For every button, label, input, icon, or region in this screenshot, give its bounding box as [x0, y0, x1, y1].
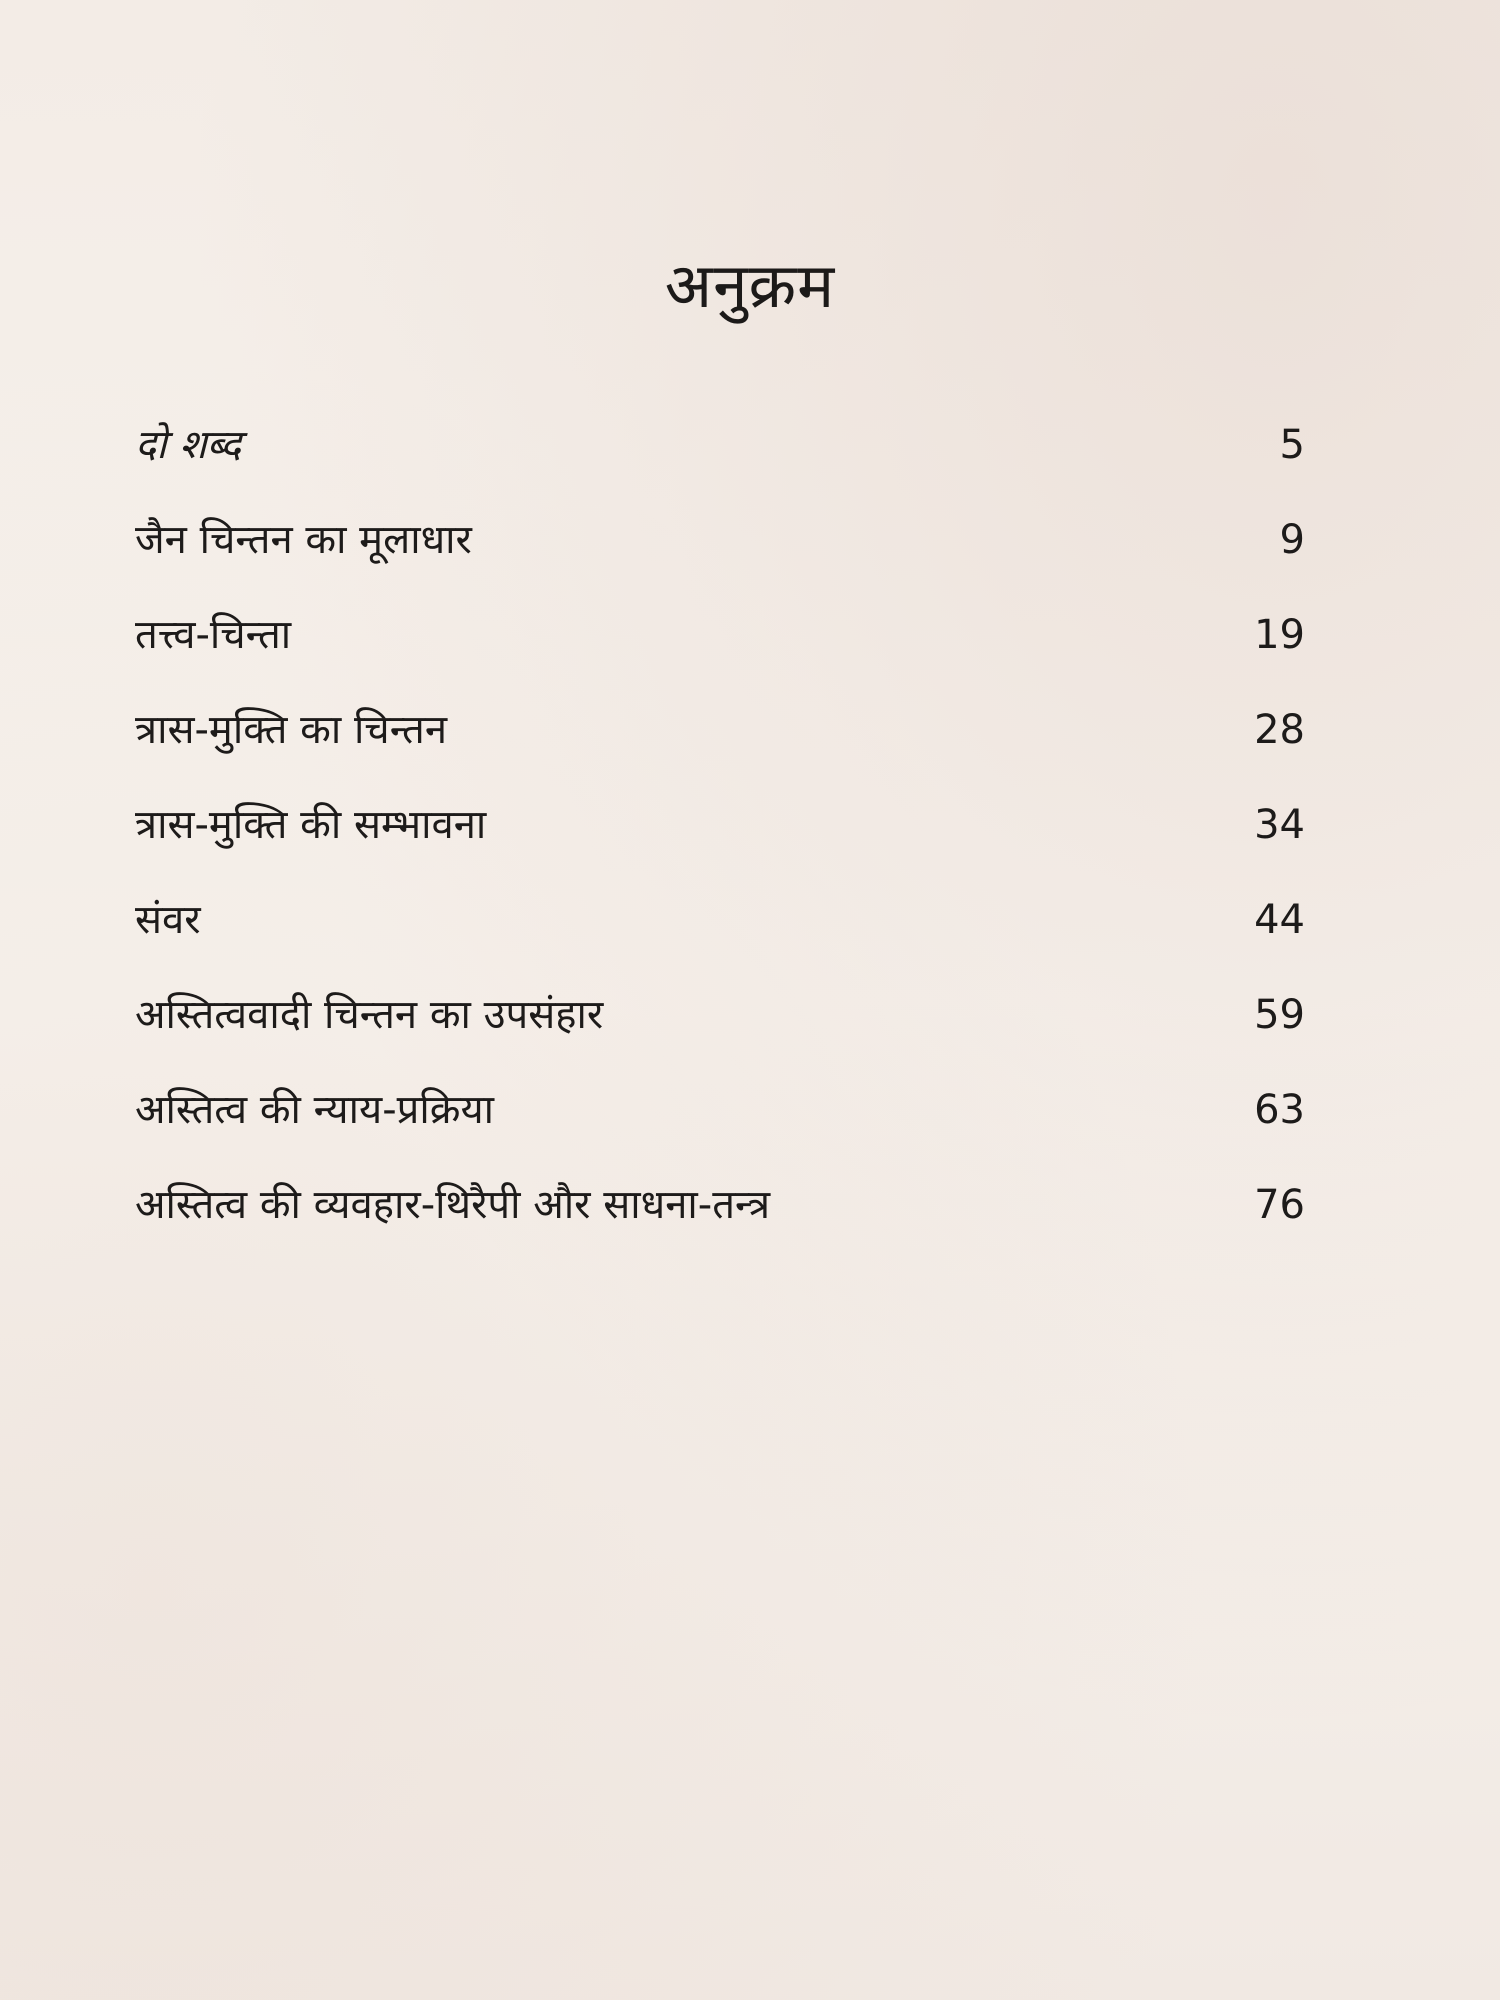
toc-entry [135, 800, 1325, 895]
table-of-contents [135, 420, 1325, 1275]
toc-entry-title: अस्तित्ववादी चिन्तन का उपसंहार [135, 992, 604, 1038]
toc-entry [135, 1085, 1325, 1180]
toc-entry-title: जैन चिन्तन का मूलाधार [135, 517, 472, 563]
toc-entry-title: तत्त्व-चिन्ता [135, 612, 292, 658]
toc-entry-page: 28 [1254, 707, 1305, 753]
toc-entry-page: 59 [1254, 992, 1305, 1038]
toc-entry [135, 420, 1325, 515]
toc-entry-page: 34 [1254, 802, 1305, 848]
toc-entry-page: 5 [1279, 422, 1305, 468]
toc-entry-page: 44 [1254, 897, 1305, 943]
toc-entry-page: 63 [1254, 1087, 1305, 1133]
toc-entry [135, 1180, 1325, 1275]
toc-entry [135, 895, 1325, 990]
toc-entry [135, 515, 1325, 610]
toc-entry-title: त्रास-मुक्ति का चिन्तन [135, 707, 448, 753]
toc-entry-title: त्रास-मुक्ति की सम्भावना [135, 802, 487, 848]
toc-entry-page: 76 [1254, 1182, 1305, 1228]
toc-entry [135, 990, 1325, 1085]
toc-entry-page: 19 [1254, 612, 1305, 658]
toc-entry-title: अस्तित्व की व्यवहार-थिरैपी और साधना-तन्त्र [135, 1182, 771, 1228]
toc-entry-page: 9 [1279, 517, 1305, 563]
toc-entry-title: अस्तित्व की न्याय-प्रक्रिया [135, 1087, 495, 1133]
toc-entry-title: संवर [135, 897, 201, 943]
page-title: अनुक्रम [664, 248, 836, 322]
toc-entry [135, 610, 1325, 705]
toc-entry [135, 705, 1325, 800]
toc-entry-title: दो शब्द [135, 422, 242, 468]
